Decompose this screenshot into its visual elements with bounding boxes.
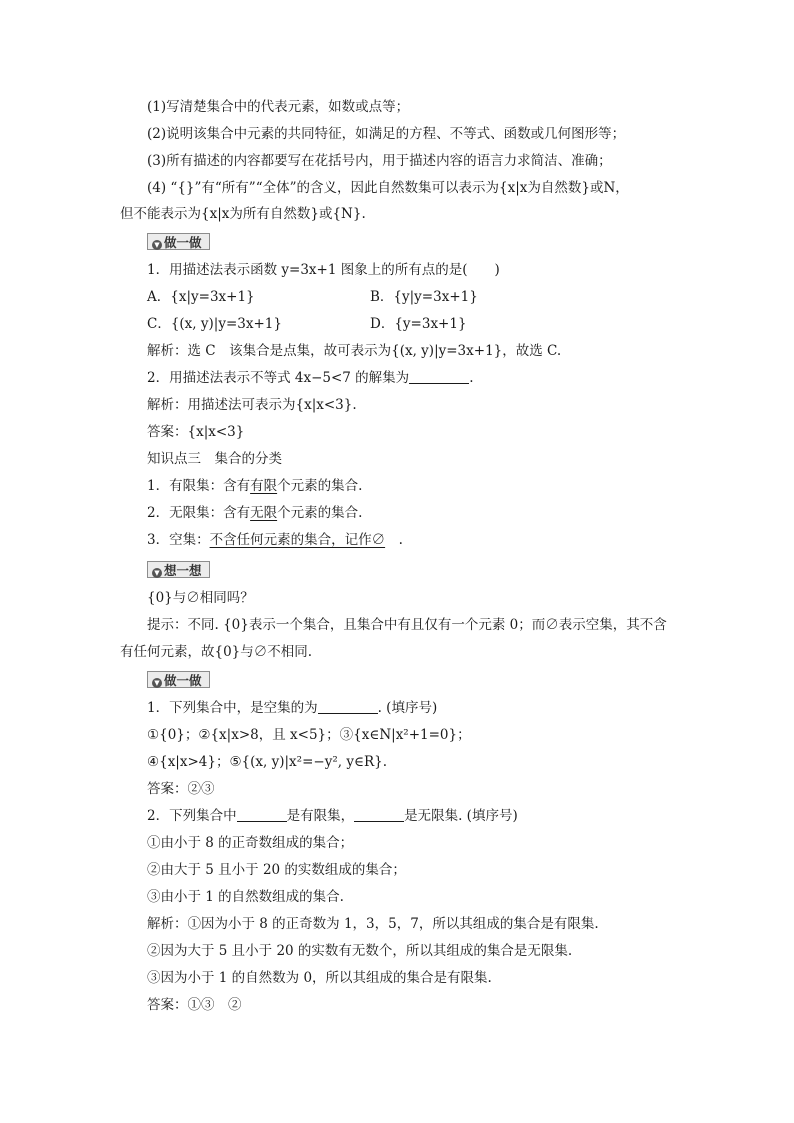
infinite-text-a: 2．无限集：含有	[147, 505, 251, 521]
empty-text-a: 3．空集：	[147, 532, 210, 548]
chevron-down-icon: ▼	[152, 240, 162, 250]
practice-tag	[147, 233, 210, 250]
intro-point-3: (3)所有描述的内容都要写在花括号内，用于描述内容的语言力求简洁、准确；	[147, 153, 612, 169]
chevron-down-icon: ▼	[152, 568, 162, 578]
intro-point-2: (2)说明该集合中元素的共同特征，如满足的方程、不等式、函数或几何图形等；	[147, 126, 626, 142]
question-4-answer: 答案：①③ ②	[147, 997, 242, 1013]
answer-blank	[354, 808, 404, 822]
practice-tag-2	[147, 671, 210, 688]
question-3	[147, 699, 437, 717]
question-3-answer: 答案：②③	[147, 781, 215, 797]
question-4-analysis-2: ②因为大于 5 且小于 20 的实数有无数个，所以其组成的集合是无限集.	[147, 943, 573, 959]
section-heading: 知识点三 集合的分类	[147, 451, 282, 467]
option-c: C．{(x, y)|y=3x+1}	[147, 316, 282, 332]
practice-tag-label: 做一做	[164, 235, 202, 250]
question-1-analysis: 解析：选 C 该集合是点集，故可表示为{(x, y)|y=3x+1}，故选 C.	[147, 343, 562, 359]
question-2	[147, 369, 473, 387]
finite-text-b: 个元素的集合.	[277, 478, 363, 494]
think-hint-cont: 有任何元素，故{0}与∅不相同.	[120, 644, 313, 660]
question-4-text-b: 是有限集，	[286, 808, 355, 824]
question-4-item-2: ②由大于 5 且小于 20 的实数组成的集合；	[147, 862, 406, 878]
question-3-options-1: ①{0}；②{x|x>8，且 x<5}；③{x∈N|x²+1=0}；	[147, 727, 471, 743]
think-tag	[147, 561, 210, 578]
finite-text-a: 1．有限集：含有	[147, 478, 251, 494]
question-1: 1．用描述法表示函数 y=3x+1 图象上的所有点的是( )	[147, 262, 500, 278]
intro-point-1: (1)写清楚集合中的代表元素，如数或点等；	[147, 99, 410, 115]
question-3-end: . (填序号)	[377, 700, 438, 716]
intro-point-4: (4) “{}”有“所有”“全体”的含义，因此自然数集可以表示为{x|x为自然数}或N，	[147, 180, 629, 196]
option-b: B．{y|y=3x+1}	[370, 289, 478, 305]
finite-keyword: 有限	[250, 478, 278, 494]
think-question: {0}与∅相同吗？	[147, 590, 254, 606]
practice-tag-2-label: 做一做	[164, 673, 202, 688]
think-hint: 提示：不同. {0}表示一个集合，且集合中有且仅有一个元素 0；而∅表示空集，其不含	[147, 617, 667, 633]
question-3-text: 1．下列集合中，是空集的为	[147, 700, 318, 716]
answer-blank	[237, 808, 287, 822]
intro-point-4-cont: 但不能表示为{x|x为所有自然数}或{N}.	[120, 206, 366, 222]
question-2-answer: 答案：{x|x<3}	[147, 424, 245, 440]
question-2-text: 2．用描述法表示不等式 4x−5<7 的解集为	[147, 370, 410, 386]
question-2-analysis: 解析：用描述法可表示为{x|x<3}.	[147, 397, 357, 413]
question-4-analysis-3: ③因为小于 1 的自然数为 0，所以其组成的集合是有限集.	[147, 970, 492, 986]
question-4-text-c: 是无限集. (填序号)	[404, 808, 518, 824]
option-d: D．{y=3x+1}	[370, 316, 467, 332]
question-4-item-1: ①由小于 8 的正奇数组成的集合；	[147, 835, 354, 851]
chevron-down-icon: ▼	[152, 678, 162, 688]
answer-blank	[318, 700, 378, 714]
question-4-text-a: 2．下列集合中	[147, 808, 237, 824]
empty-keyword: 不含任何元素的集合，记作∅	[209, 532, 386, 548]
answer-blank	[409, 370, 469, 384]
question-3-options-2: ④{x|x>4}；⑤{(x, y)|x²=−y², y∈R}.	[147, 754, 387, 770]
infinite-text-b: 个元素的集合.	[277, 505, 363, 521]
question-2-end: .	[469, 370, 474, 386]
classification-finite	[147, 477, 362, 495]
question-4	[147, 807, 518, 825]
empty-text-b: .	[385, 532, 403, 548]
think-tag-label: 想一想	[164, 563, 202, 578]
classification-infinite	[147, 504, 362, 522]
question-4-analysis-1: 解析：①因为小于 8 的正奇数为 1，3，5，7，所以其组成的集合是有限集.	[147, 916, 599, 932]
question-4-item-3: ③由小于 1 的自然数组成的集合.	[147, 889, 344, 905]
option-a: A．{x|y=3x+1}	[147, 289, 255, 305]
infinite-keyword: 无限	[250, 505, 278, 521]
classification-empty	[147, 531, 403, 549]
